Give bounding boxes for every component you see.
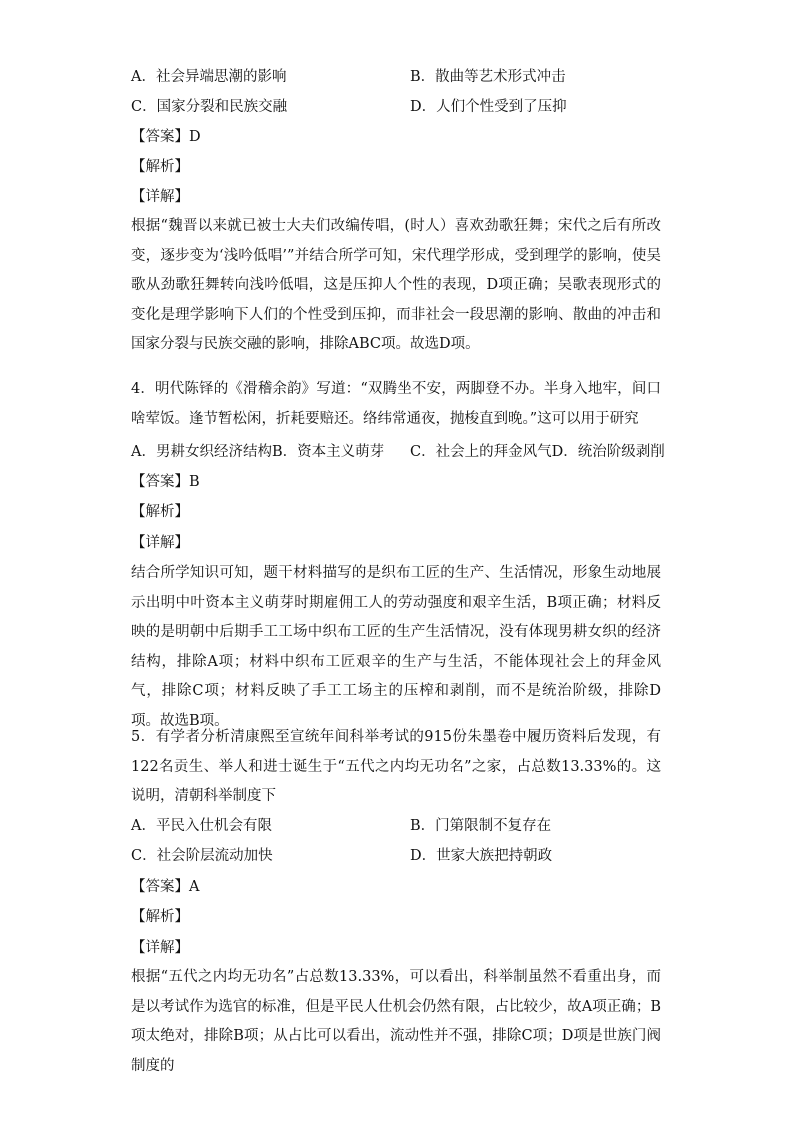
q4-detail-label: 【详解】 (131, 535, 189, 551)
q3-option-b: B．散曲等艺术形式冲击 (410, 69, 566, 85)
q3-option-a: A．社会异端思潮的影响 (131, 69, 287, 85)
q4-stem: 4．明代陈铎的《滑稽余韵》写道：“双腾坐不安，两脚登不办。半身入地牢，间口啥荤饭。逢节暂松闲，折耗要赔还。络纬常通夜，抛梭直到晚。”这可以用于研究 (131, 381, 661, 427)
q5-answer: 【答案】A (131, 879, 200, 895)
q4-answer: 【答案】B (131, 474, 200, 490)
q5-option-b: B．门第限制不复存在 (410, 818, 552, 834)
q3-option-c: C．国家分裂和民族交融 (131, 99, 288, 115)
q4-explanation: 结合所学知识可知，题干材料描写的是织布工匠的生产、生活情况，形象生动地展示出明中叶资本主义萌芽时期雇佣工人的劳动强度和艰辛生活，B项正确；材料反映的是明朝中后期手工工场中织布工匠的生产生活情况，没有体现男耕女织的经济结构，排除A项；材料中织布工匠艰辛的生产与生活，不能体现社会上的拜金风气，排除C项；材料反映了手工工场主的压榨和剥削，而不是统治阶级，排除D项。故选B项。 (131, 565, 661, 729)
q5-detail-label: 【详解】 (131, 940, 189, 956)
q3-detail-label: 【详解】 (131, 189, 189, 205)
q5-option-c: C．社会阶层流动加快 (131, 848, 273, 864)
q3-analysis-label: 【解析】 (131, 159, 189, 175)
q5-option-a: A．平民入仕机会有限 (131, 818, 272, 834)
q5-explanation: 根据“五代之内均无功名”占总数13.33%，可以看出，科举制虽然不看重出身，而是以考试作为选官的标准，但是平民人仕机会仍然有限，占比较少，故A项正确；B项太绝对，排除B项；从占比可以看出，流动性并不强，排除C项；D项是世族门阀制度的 (131, 969, 661, 1074)
q5-analysis-label: 【解析】 (131, 909, 189, 925)
q4-analysis-label: 【解析】 (131, 504, 189, 520)
q3-option-d: D．人们个性受到了压抑 (410, 99, 567, 115)
q5-stem: 5．有学者分析清康熙至宣统年间科举考试的915份朱墨卷中履历资料后发现，有122名贡生、举人和进士诞生于“五代之内均无功名”之家，占总数13.33%的。这说明，清朝科举制度下 (131, 729, 661, 805)
q3-answer: 【答案】D (131, 129, 201, 145)
q4-options-left: A．男耕女织经济结构B．资本主义萌芽 (131, 444, 385, 460)
q4-options-right: C．社会上的拜金风气D．统治阶级剥削 (410, 444, 665, 460)
q5-option-d: D．世家大族把持朝政 (410, 848, 553, 864)
q3-explanation: 根据“魏晋以来就已被士大夫们改编传唱，(时人）喜欢劲歌狂舞；宋代之后有所改变，逐步变为‘浅吟低唱’”并结合所学可知，宋代理学形成，受到理学的影响，使吴歌从劲歌狂舞转向浅吟低唱，这是压抑人个性的表现，D项正确；吴歌表现形式的变化是理学影响下人们的个性受到压抑，而非社会一段思潮的影响、散曲的冲击和国家分裂与民族交融的影响，排除ABC项。故选D项。 (131, 218, 661, 353)
